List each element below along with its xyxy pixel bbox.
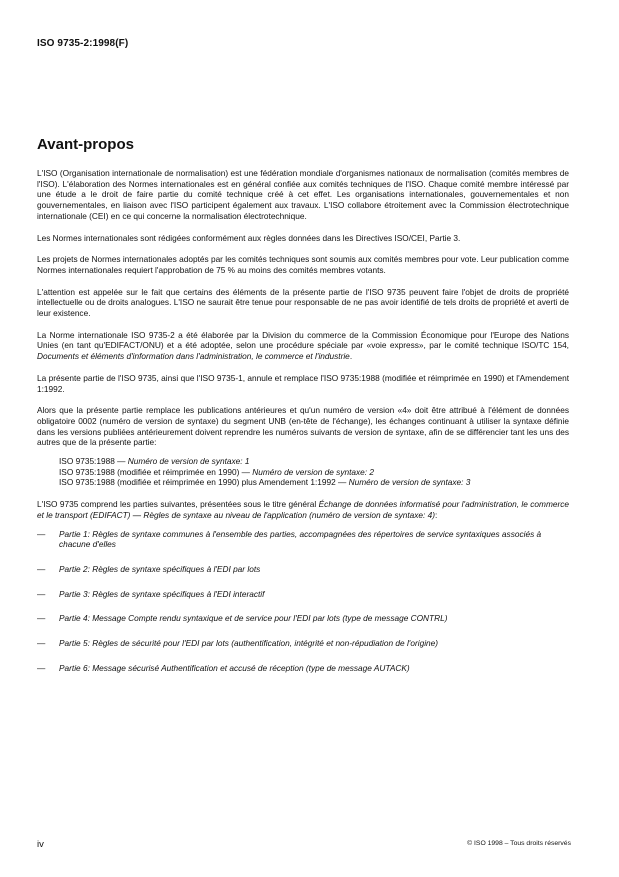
- parts-list: [37, 529, 569, 674]
- paragraph-iso-org: L'ISO (Organisation internationale de normalisation) est une fédération mondiale d'organismes nationaux de normalisation (comités membres de l'ISO). L'élaboration des Normes internationales est en général confiée aux comités techniques de l'ISO. Chaque comité membre intéressé par une étude a le droit de faire partie du comité technique créé à cet effet. Les organisations internationales, gouvernementales et non gouvernementales, en liaison avec l'ISO participent également aux travaux. L'ISO collabore étroitement avec la Commission électrotechnique internationale (CEI) en ce qui concerne la normalisation électrotechnique.: [37, 168, 569, 221]
- foreword-body: [37, 168, 569, 688]
- version-list: [37, 456, 569, 488]
- list-item: — Partie 1: Règles de syntaxe communes à l'ensemble des parties, accompagnées des répertoires de service syntaxiques associés à chacune d'elles: [37, 528, 542, 550]
- paragraph-voting: Les projets de Normes internationales adoptés par les comités techniques sont soumis aux comités membres pour vote. Leur publication comme Normes internationales requiert l'approbation de 75 % au moins des comités membres votants.: [37, 254, 569, 275]
- version-item: ISO 9735:1988 (modifiée et réimprimée en 1990) — Numéro de version de syntaxe: 2: [59, 466, 375, 477]
- version-item: ISO 9735:1988 — Numéro de version de syntaxe: 1: [59, 456, 250, 467]
- list-item: — Partie 3: Règles de syntaxe spécifiques à l'EDI interactif: [37, 588, 265, 599]
- paragraph-preparation: La Norme internationale ISO 9735-2 a été élaborée par la Division du commerce de la Commission Économique pour l'Europe des Nations Unies (en tant qu'EDIFACT/ONU) et a été adoptée, selon une procédure spéciale par «voie express», par le comité technique ISO/TC 154, Documents et éléments d'information dans l'administration, le commerce et l'industrie.: [37, 329, 569, 362]
- copyright-notice: © ISO 1998 – Tous droits réservés: [467, 840, 571, 847]
- list-item: — Partie 2: Règles de syntaxe spécifiques à l'EDI par lots: [37, 563, 261, 574]
- paragraph-directives: Les Normes internationales sont rédigées conformément aux règles données dans les Directives ISO/CEI, Partie 3.: [37, 232, 461, 243]
- page-number: iv: [37, 839, 44, 850]
- page-title: Avant-propos: [37, 136, 134, 153]
- paragraph-replacement: La présente partie de l'ISO 9735, ainsi que l'ISO 9735-1, annule et remplace l'ISO 9735:1988 (modifiée et réimprimée en 1990) et l'Amendement 1:1992.: [37, 372, 569, 394]
- list-item: — Partie 6: Message sécurisé Authentification et accusé de réception (type de message AUTACK): [37, 662, 410, 673]
- paragraph-patents: L'attention est appelée sur le fait que certains des éléments de la présente partie de l'ISO 9735 peuvent faire l'objet de droits de propriété intellectuelle ou de droits analogues. L'ISO ne saurait être tenue pour responsable de ne pas avoir identifié de tels droits de propriété et averti de leur existence.: [37, 286, 569, 319]
- list-item: — Partie 4: Message Compte rendu syntaxique et de service pour l'EDI par lots (type de message CONTRL): [37, 613, 448, 624]
- version-item: ISO 9735:1988 (modifiée et réimprimée en 1990) plus Amendement 1:1992 — Numéro de version de syntaxe: 3: [59, 477, 471, 488]
- list-item: — Partie 5: Règles de sécurité pour l'EDI par lots (authentification, intégrité et non-répudiation de l'origine): [37, 638, 439, 649]
- document-code: ISO 9735-2:1998(F): [37, 38, 129, 49]
- preparation-text: La Norme internationale ISO 9735-2 a été élaborée par la Division du commerce de la Commission Économique pour l'Europe des Nations Unies (en tant qu'EDIFACT/ONU) et a été adoptée, selon une procédure spéciale par «voie express», par le comité technique ISO/TC 154,: [37, 329, 569, 351]
- paragraph-version-number: Alors que la présente partie remplace les publications antérieures et qu'un numéro de version «4» doit être attribué à l'élément de données obligatoire 0002 (numéro de version de syntaxe) du segment UNB (en-tête de l'échange), les échanges continuant à utiliser la syntaxe définie dans les versions publiées antérieurement doivent reprendre les numéros suivants de version de syntaxe, afin de se différencier tant les uns des autres que de la présente partie:: [37, 405, 569, 448]
- committee-title: Documents et éléments d'information dans l'administration, le commerce et l'industrie: [37, 351, 350, 362]
- paragraph-parts-intro: L'ISO 9735 comprend les parties suivantes, présentées sous le titre général Échange de données informatisé pour l'administration, le commerce et le transport (EDIFACT) — Règles de syntaxe au niveau de l'application (numéro de version de syntaxe: 4):: [37, 499, 569, 520]
- series-title: Échange de données informatisé pour l'administration, le commerce et le transport (EDIFACT) — Règles de syntaxe au niveau de l'application (numéro de version de syntaxe: 4): [37, 499, 569, 520]
